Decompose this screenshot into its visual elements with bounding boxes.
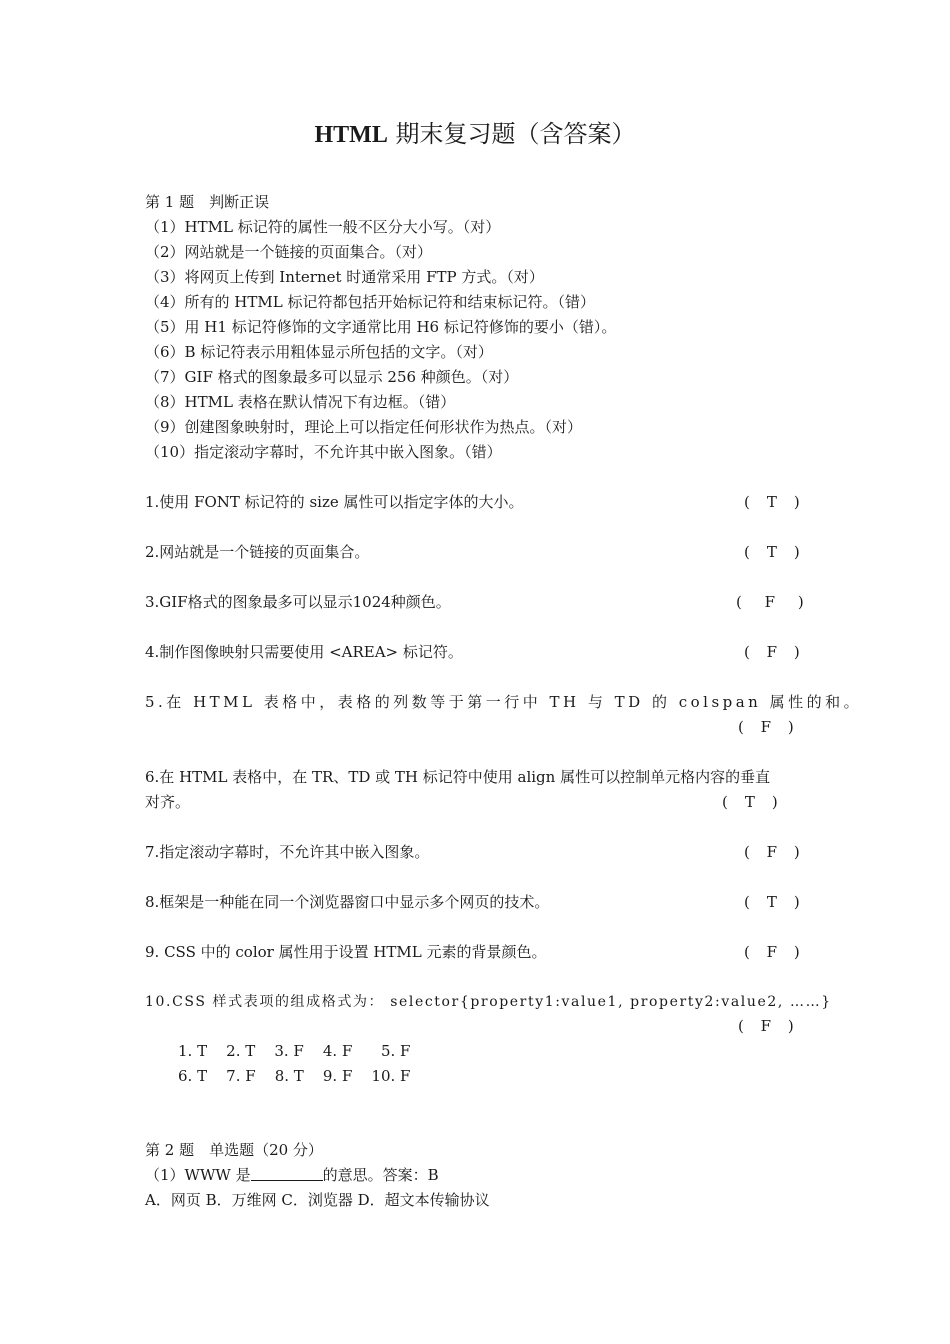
paren-close: ) (793, 493, 800, 511)
question-text-after: 的意思。答案：B (322, 1166, 439, 1184)
judgement-item: （1）HTML 标记符的属性一般不区分大小写。（对） (145, 218, 501, 236)
judgement-item: （9）创建图象映射时，理论上可以指定任何形状作为热点。（对） (145, 418, 583, 436)
title-latin: HTML (314, 122, 388, 148)
paren-open: ( (744, 843, 750, 861)
tf-question-10: 10.CSS 样式表项的组成格式为： selector{property1:value1, property2:value2, ……} (145, 994, 832, 1010)
tf-question-8: 8.框架是一种能在同一个浏览器窗口中显示多个网页的技术。 (145, 893, 550, 911)
paren-open: ( (744, 893, 750, 911)
section2-heading: 第 2 题 单选题（20 分） (145, 1141, 323, 1159)
paren-open: ( (738, 1017, 744, 1035)
tf-question-4: 4.制作图像映射只需要使用 <AREA> 标记符。 (145, 643, 463, 661)
judgement-item: （6）B 标记符表示用粗体显示所包括的文字。（对） (145, 343, 493, 361)
paren-open: ( (744, 943, 750, 961)
tf-answer-6 (722, 792, 778, 812)
tf-question-6: 6.在 HTML 表格中，在 TR、TD 或 TH 标记符中使用 align 属性可以控制单元格内容的垂直 (145, 768, 771, 786)
answer-blank (251, 1166, 323, 1181)
page-title (0, 118, 950, 151)
answer-value: F (766, 943, 778, 961)
tf-question-2: 2.网站就是一个链接的页面集合。 (145, 543, 370, 561)
paren-close: ) (797, 593, 804, 611)
answer-value: T (744, 793, 755, 811)
tf-question-5: 5.在 HTML 表格中，表格的列数等于第一行中 TH 与 TD 的 colspan 属性的和。 (145, 693, 863, 711)
paren-open: ( (744, 543, 750, 561)
tf-answer-3 (736, 592, 804, 612)
answer-value: T (766, 893, 777, 911)
title-rest: 期末复习题（含答案） (387, 120, 636, 148)
paren-close: ) (793, 543, 800, 561)
paren-close: ) (793, 843, 800, 861)
answer-value: F (766, 843, 778, 861)
judgement-item: （2）网站就是一个链接的页面集合。（对） (145, 243, 433, 261)
answer-key-row-2: 6. T 7. F 8. T 9. F 10. F (178, 1067, 411, 1085)
paren-close: ) (771, 793, 778, 811)
choice-question-1-options: A．网页 B．万维网 C．浏览器 D．超文本传输协议 (145, 1191, 490, 1209)
question-text-before: （1）WWW 是 (145, 1166, 251, 1184)
paren-open: ( (744, 643, 750, 661)
paren-open: ( (744, 493, 750, 511)
tf-question-1: 1.使用 FONT 标记符的 size 属性可以指定字体的大小。 (145, 493, 524, 511)
tf-answer-4 (744, 642, 800, 662)
paren-open: ( (722, 793, 728, 811)
answer-value: F (764, 593, 776, 611)
tf-question-7: 7.指定滚动字幕时，不允许其中嵌入图象。 (145, 843, 430, 861)
paren-close: ) (787, 1017, 794, 1035)
tf-answer-10 (738, 1016, 794, 1036)
tf-answer-5 (738, 717, 794, 737)
judgement-item: （8）HTML 表格在默认情况下有边框。（错） (145, 393, 456, 411)
answer-value: F (760, 1017, 772, 1035)
answer-value: F (760, 718, 772, 736)
judgement-item: （10）指定滚动字幕时，不允许其中嵌入图象。（错） (145, 443, 502, 461)
paren-open: ( (736, 593, 742, 611)
tf-answer-9 (744, 942, 800, 962)
answer-value: T (766, 543, 777, 561)
paren-close: ) (793, 893, 800, 911)
tf-question-3: 3.GIF格式的图象最多可以显示1024种颜色。 (145, 593, 451, 611)
judgement-item: （7）GIF 格式的图象最多可以显示 256 种颜色。（对） (145, 368, 519, 386)
tf-question-6-cont: 对齐。 (145, 793, 191, 811)
paren-open: ( (738, 718, 744, 736)
paren-close: ) (793, 943, 800, 961)
judgement-item: （5）用 H1 标记符修饰的文字通常比用 H6 标记符修饰的要小（错）。 (145, 318, 617, 336)
answer-value: T (766, 493, 777, 511)
judgement-item: （4）所有的 HTML 标记符都包括开始标记符和结束标记符。（错） (145, 293, 595, 311)
section1-heading: 第 1 题 判断正误 (145, 193, 270, 211)
answer-key-row-1: 1. T 2. T 3. F 4. F 5. F (178, 1042, 411, 1060)
choice-question-1 (145, 1165, 439, 1185)
tf-question-9: 9. CSS 中的 color 属性用于设置 HTML 元素的背景颜色。 (145, 943, 547, 961)
paren-close: ) (793, 643, 800, 661)
tf-answer-8 (744, 892, 800, 912)
paren-close: ) (787, 718, 794, 736)
judgement-item: （3）将网页上传到 Internet 时通常采用 FTP 方式。（对） (145, 268, 544, 286)
tf-answer-1 (744, 492, 800, 512)
tf-answer-2 (744, 542, 800, 562)
answer-value: F (766, 643, 778, 661)
tf-answer-7 (744, 842, 800, 862)
